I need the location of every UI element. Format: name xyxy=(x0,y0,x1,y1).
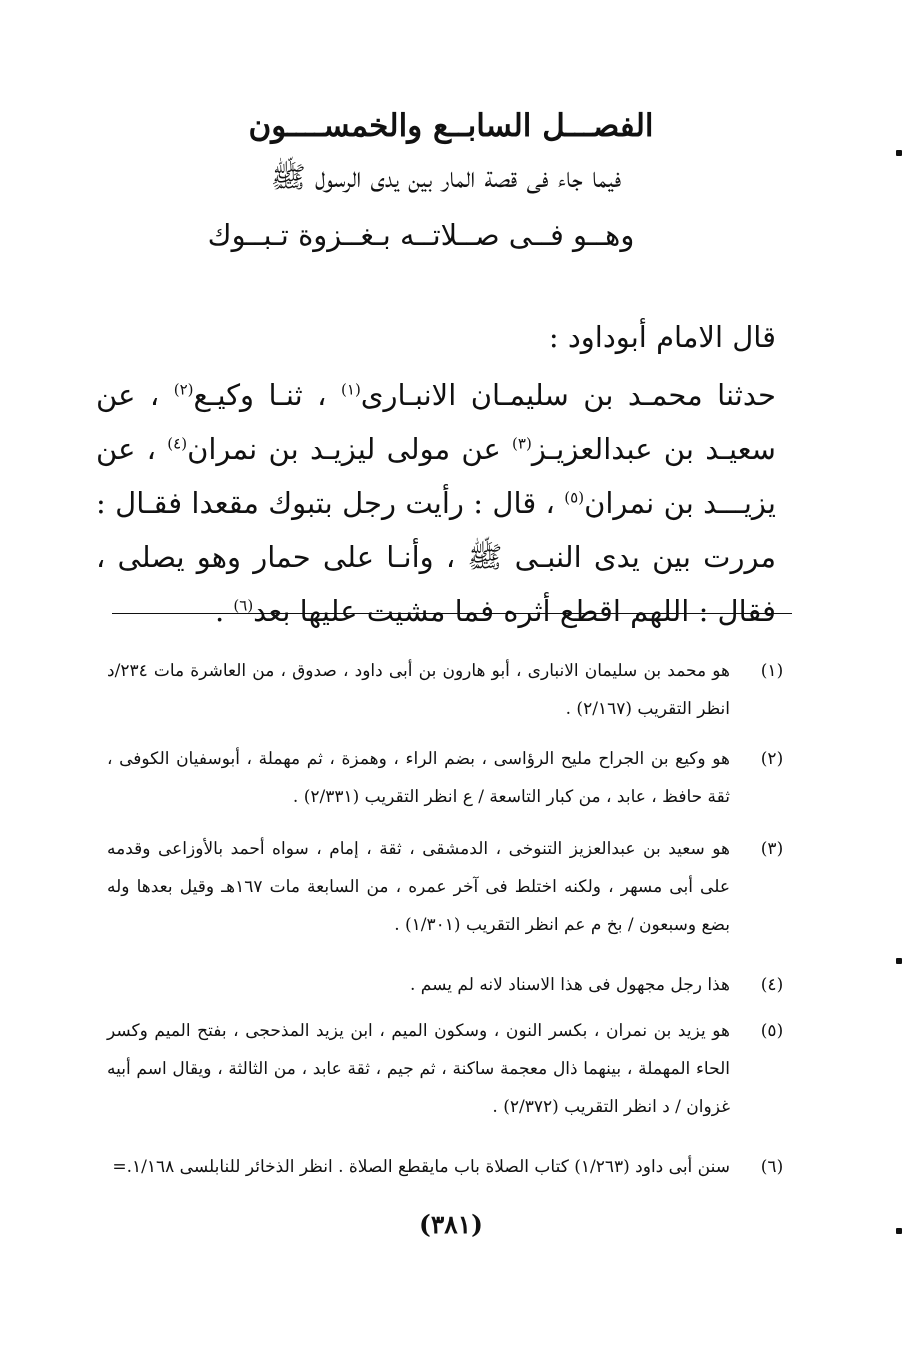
footnote-number: (٢) xyxy=(760,749,784,769)
footnote xyxy=(107,652,792,728)
footnote xyxy=(107,1012,792,1126)
footnote-text: هو سعيد بن عبدالعزيز التنوخى ، الدمشقى ، ثقة ، إمام ، سواه أحمد بالأوزاعى وقدمه على أبى مسهر ، ولكنه اختلط فى آخر عمره ، من السابعة مات ١٦٧هـ وقيل بعدها وله بضع وسبعون / بخ م عم انظر التقريب (١/٣٠١) . xyxy=(107,839,730,935)
footnote-text: هذا رجل مجهول فى هذا الاسناد لانه لم يسم . xyxy=(410,975,730,995)
footnote-text: هو محمد بن سليمان الانبارى ، أبو هارون بن أبى داود ، صدوق ، من العاشرة مات ٢٣٤/د انظر التقريب (٢/١٦٧) . xyxy=(107,661,730,719)
footnote-number: (٣) xyxy=(760,839,784,859)
footnote xyxy=(107,740,792,816)
footnote-ref: (٥) xyxy=(564,488,585,507)
footnote xyxy=(107,1148,792,1186)
body-segment: ، عن سعيـد بن عبدالعزيـز xyxy=(96,378,776,466)
body-segment: حدثنا محمـد بن سليمـان الانبـارى xyxy=(360,378,776,412)
body-segment: عن مولى ليزيـد بن نمران xyxy=(187,432,513,466)
footnote-text: هو يزيد بن نمران ، بكسر النون ، وسكون الميم ، ابن يزيد المذحجى ، بفتح الميم وكسر الحاء المهملة ، بينهما ذال معجمة ساكنة ، ثم جيم ، ثقة عابد ، من الثالثة ، ويقال اسم أبيه غزوان / د انظر التقريب (٢/٣٧٢) . xyxy=(107,1021,730,1117)
chapter-title: الفصـــل السابــع والخمســــون xyxy=(248,108,654,144)
footnote-number: (٦) xyxy=(760,1157,784,1177)
footnote-ref: (٤) xyxy=(167,434,188,453)
footnote-text: هو وكيع بن الجراح مليح الرؤاسى ، بضم الراء ، وهمزة ، ثم مهملة ، أبوسفيان الكوفى ، ثقة حافظ ، عابد ، من كبار التاسعة / ع انظر التقريب (٢/٣٣١) . xyxy=(107,749,730,807)
body-segment: ، ثنـا وكيـع xyxy=(193,378,342,412)
body-segment: ، قال : رأيت رجل بتبوك مقعدا فقـال : مررت بين يدى النبـى ﷺ ، وأنـا على حمار وهو يصلى ، فقال : اللهم اقطع أثره فما مشيت عليها بعد xyxy=(96,486,776,628)
footnote-ref: (١) xyxy=(341,380,361,399)
body-segment: . xyxy=(214,594,234,628)
intro-line: قال الامام أبوداود : xyxy=(548,320,776,354)
hadith-text xyxy=(96,368,776,638)
page-number: (٣٨١) xyxy=(419,1210,483,1239)
body-segment: ، عن يزيـــد بن نمران xyxy=(96,432,776,520)
chapter-subtitle-1: فيما جاء فى قصة المار بين يدى الرسول ﷺ xyxy=(270,160,622,194)
footnote-ref: (٢) xyxy=(173,380,194,399)
footnote xyxy=(107,830,792,944)
chapter-subtitle-2: وهــو فــى صــلاتــه بـغــزوة تـبــوك xyxy=(207,218,635,252)
footnote xyxy=(107,966,792,1004)
footnote-number: (٥) xyxy=(760,1021,784,1041)
footnote-divider xyxy=(112,613,792,614)
footnote-text: سنن أبى داود (١/٢٦٣) كتاب الصلاة باب مايقطع الصلاة . انظر الذخائر للنابلسى ١/١٦٨.= xyxy=(112,1157,730,1177)
footnote-ref: (٣) xyxy=(512,434,532,453)
scan-mark xyxy=(896,958,902,964)
scan-mark xyxy=(896,150,902,156)
footnote-number: (٤) xyxy=(760,975,784,995)
footnote-number: (١) xyxy=(760,661,784,681)
scan-mark xyxy=(896,1228,902,1234)
footnote-ref: (٦) xyxy=(233,596,254,615)
